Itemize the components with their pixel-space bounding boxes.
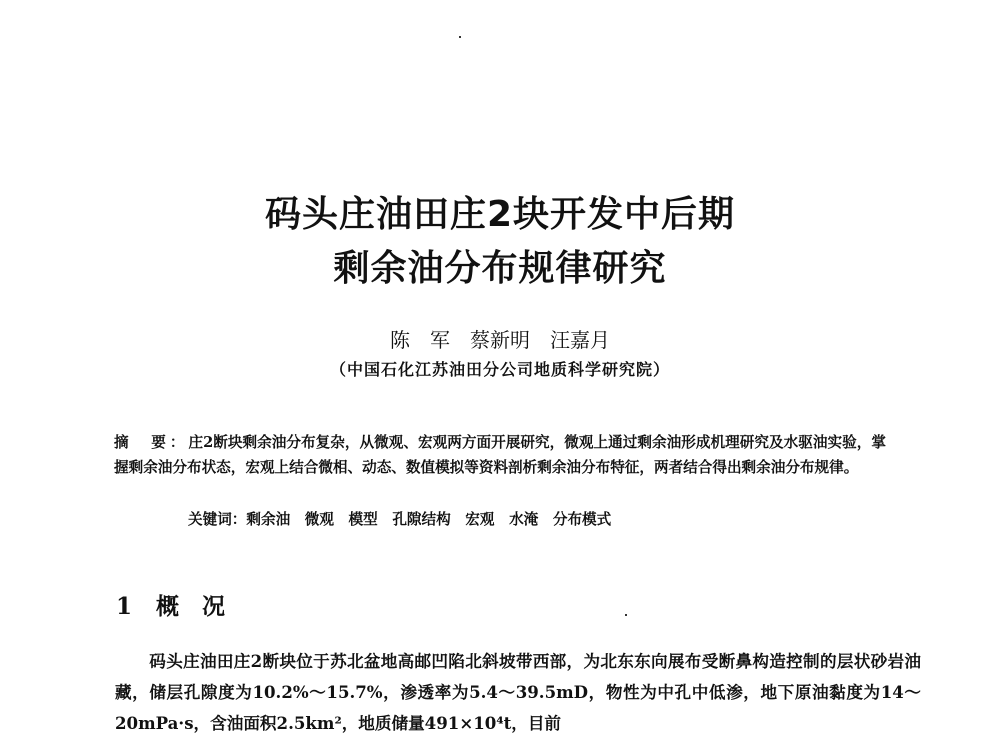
keywords-label: 关键词： [188, 511, 247, 528]
scan-speck [459, 36, 461, 38]
section-heading [116, 588, 225, 621]
body-paragraph [115, 646, 921, 739]
body-paragraph-text: 码头庄油田庄2断块位于苏北盆地高邮凹陷北斜坡带西部，为北东东向展布受断鼻构造控制的层状砂岩油藏，储层孔隙度为10.2%～15.7%，渗透率为5.4～39.5mD，物性为中孔中低渗，地下原油黏度为14～20mPa·s，含油面积2.5km²，地质储量491×10⁴t，目前 [115, 651, 921, 733]
abstract-text: 庄2断块剩余油分布复杂，从微观、宏观两方面开展研究，微观上通过剩余油形成机理研究及水驱油实验，掌握剩余油分布状态，宏观上结合微相、动态、数值模拟等资料剖析剩余油分布特征，两者结合得出剩余油分布规律。 [114, 434, 886, 476]
section-number: 1 [116, 593, 133, 620]
abstract-label: 摘 要： [114, 434, 189, 451]
paper-title-line-1: 码头庄油田庄2块开发中后期 [264, 194, 736, 235]
paper-title-line-2: 剩余油分布规律研究 [333, 248, 667, 289]
keywords-text: 剩余油 微观 模型 孔隙结构 宏观 水淹 分布模式 [246, 511, 612, 528]
author-affiliation: （中国石化江苏油田分公司地质科学研究院） [329, 360, 670, 379]
keywords [188, 508, 888, 529]
section-title: 概 况 [156, 593, 226, 620]
author-list: 陈 军 蔡新明 汪嘉月 [390, 328, 610, 352]
abstract [114, 430, 886, 480]
scan-speck [625, 614, 627, 616]
